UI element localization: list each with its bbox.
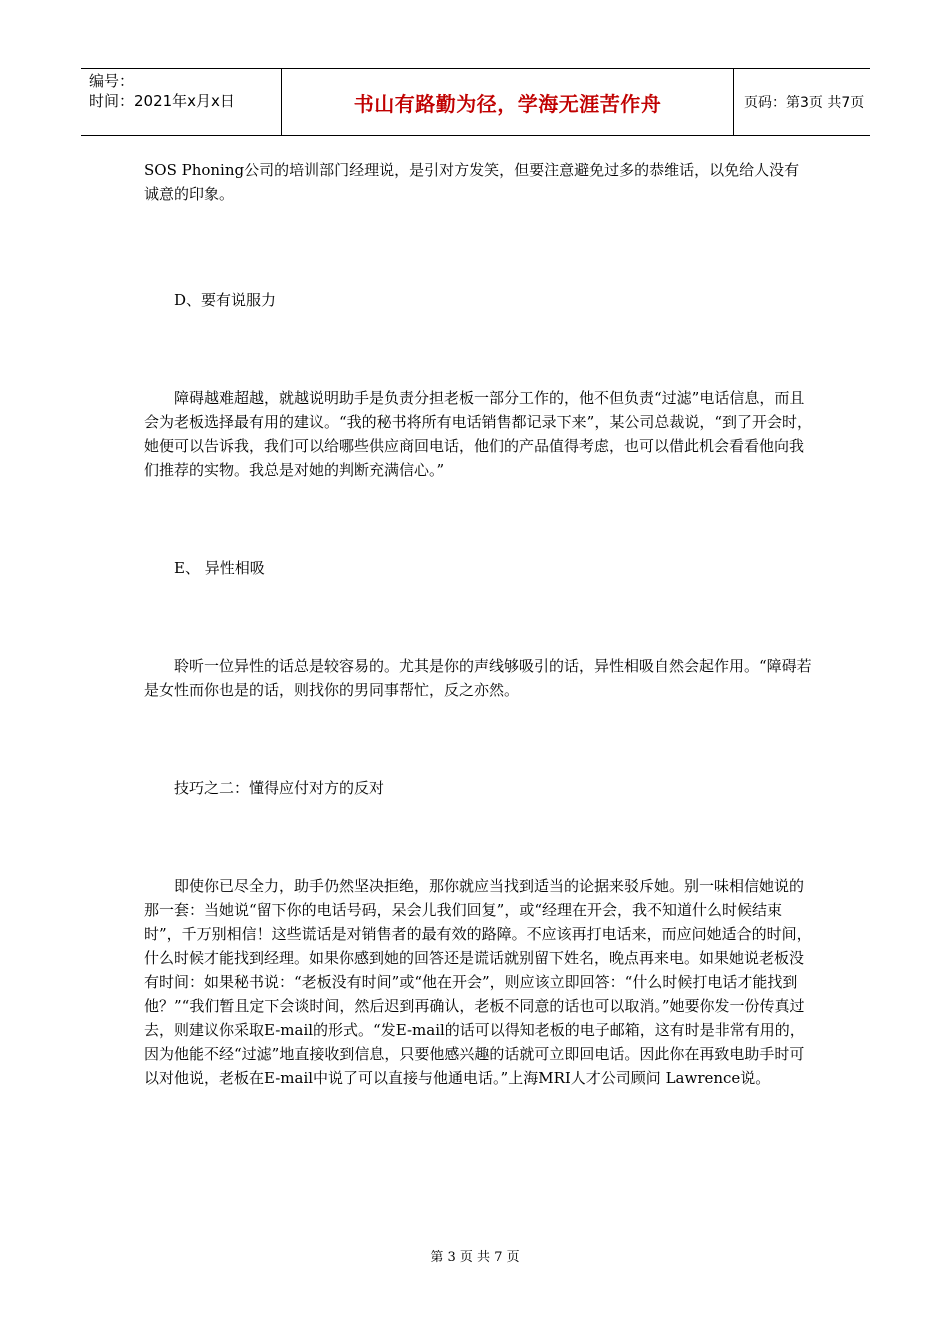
header-date: 时间：2021年x月x日 [89, 92, 235, 110]
paragraph-4: 即使你已尽全力，助手仍然坚决拒绝，那你就应当找到适当的论据来驳斥她。别一味相信她说的那一套：当她说“留下你的电话号码，呆会儿我们回复”，或“经理在开会，我不知道什么时候结束时”，千万别相信！这些谎话是对销售者的最有效的路障。不应该再打电话来，而应问她适合的时间，什么时候才能找到经理。如果你感到她的回答还是谎话就别留下姓名，晚点再来电。如果她说老板没有时间：如果秘书说：“老板没有时间”或“他在开会”，则应该立即回答：“什么时候打电话才能找到他？”“我们暂且定下会谈时间，然后迟到再确认，老板不同意的话也可以取消。”她要你发一份传真过去，则建议你采取E-mail的形式。“发E-mail的话可以得知老板的电子邮箱，这有时是非常有用的，因为他能不经“过滤”地直接收到信息，只要他感兴趣的话就可立即回电话。因此你在再致电助手时可以对他说，老板在E-mail中说了可以直接与他通电话。”上海MRI人才公司顾问 Lawrence说。 [144, 877, 812, 1087]
header-number-label: 编号： [89, 72, 135, 90]
heading-e: E、 异性相吸 [174, 559, 265, 577]
header-motto: 书山有路勤为径，学海无涯苦作舟 [353, 91, 662, 116]
header-page-info: 页码：第3页 共7页 [744, 95, 865, 111]
header-meta [81, 69, 282, 135]
header-motto-cell [282, 69, 734, 135]
document-header [81, 68, 870, 136]
paragraph-3: 聆听一位异性的话总是较容易的。尤其是你的声线够吸引的话，异性相吸自然会起作用。“障碍若是女性而你也是的话，则找你的男同事帮忙，反之亦然。 [144, 657, 812, 699]
document-body [144, 158, 814, 1090]
heading-tip-2: 技巧之二：懂得应付对方的反对 [174, 779, 385, 797]
page-footer: 第 3 页 共 7 页 [430, 1250, 520, 1265]
paragraph-1: SOS Phoning公司的培训部门经理说，是引对方发笑，但要注意避免过多的恭维话，以免给人没有诚意的印象。 [144, 161, 800, 203]
heading-d: D、要有说服力 [174, 291, 277, 309]
paragraph-2: 障碍越难超越，就越说明助手是负责分担老板一部分工作的，他不但负责“过滤”电话信息，而且会为老板选择最有用的建议。“我的秘书将所有电话销售都记录下来”，某公司总裁说，“到了开会时，她便可以告诉我，我们可以给哪些供应商回电话，他们的产品值得考虑，也可以借此机会看看他向我们推荐的实物。我总是对她的判断充满信心。” [144, 389, 813, 479]
